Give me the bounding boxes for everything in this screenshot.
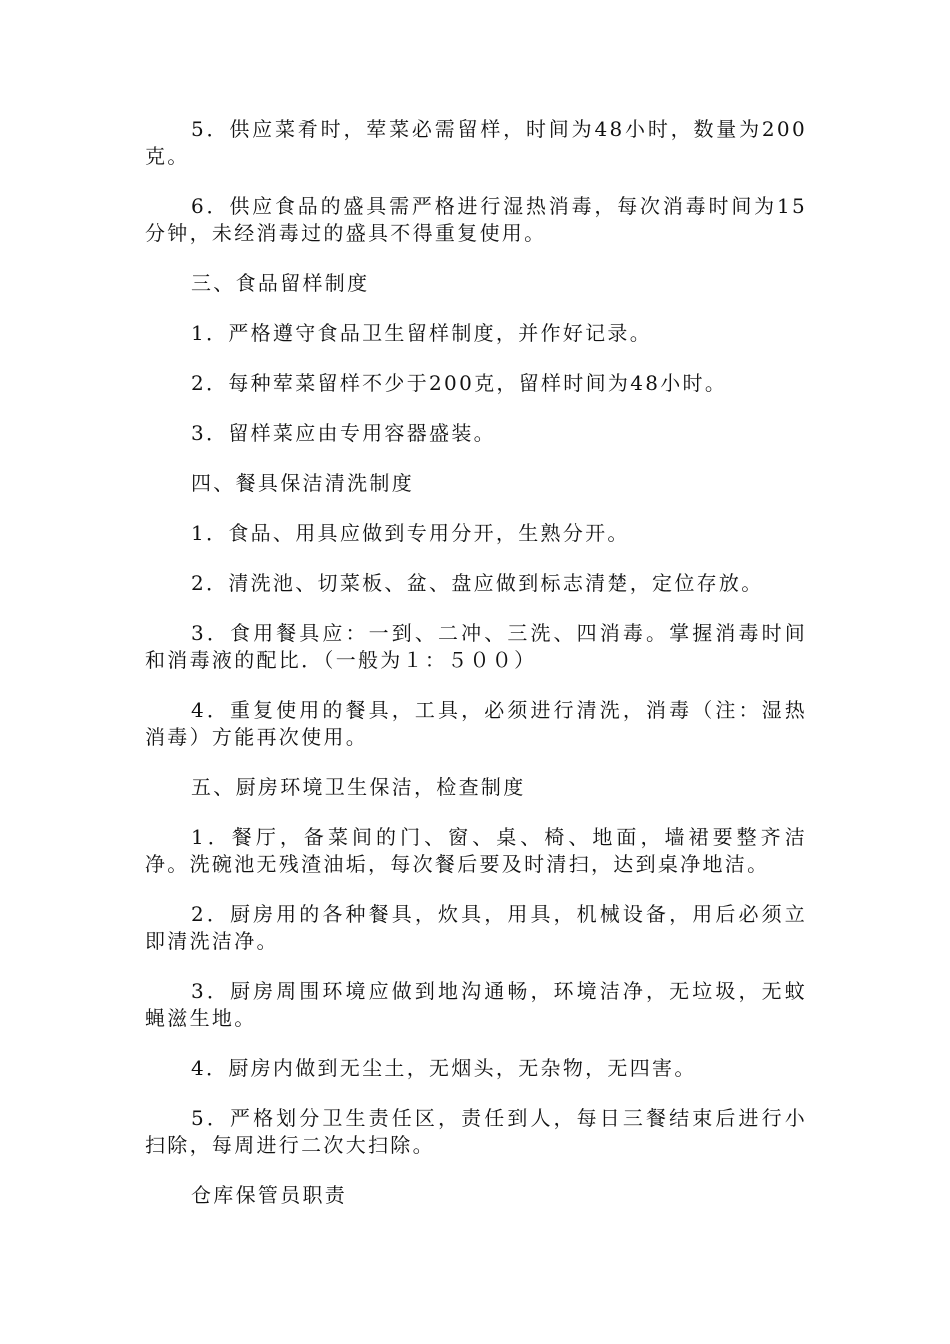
- section-heading-warehouse-keeper: 仓库保管员职责: [191, 1183, 348, 1207]
- paragraph-sample-1: 1．严格遵守食品卫生留样制度，并作好记录。: [191, 321, 653, 345]
- section-heading-kitchen-hygiene: 五、厨房环境卫生保洁，检查制度: [191, 775, 526, 799]
- paragraph-sample-3: 3．留样菜应由专用容器盛装。: [191, 421, 496, 445]
- paragraph-kitchen-2: 2．厨房用的各种餐具，炊具，用具，机械设备，用后必须立即清洗洁净。: [145, 902, 807, 953]
- paragraph-rule-6-disinfect: 6．供应食品的盛具需严格进行湿热消毒，每次消毒时间为15分钟，未经消毒过的盛具不得重复使用。: [145, 194, 807, 245]
- paragraph-kitchen-1: 1．餐厅，备菜间的门、窗、桌、椅、地面，墙裙要整齐洁净。洗碗池无残渣油垢，每次餐后要及时清扫，达到桌净地洁。: [145, 825, 807, 876]
- section-heading-tableware: 四、餐具保洁清洗制度: [191, 471, 414, 495]
- paragraph-rule-5-sample: 5．供应菜肴时，荤菜必需留样，时间为48小时，数量为200克。: [145, 117, 807, 168]
- paragraph-sample-2: 2．每种荤菜留样不少于200克，留样时间为48小时。: [191, 371, 728, 395]
- paragraph-tableware-3: 3．食用餐具应：一到、二冲、三洗、四消毒。掌握消毒时间和消毒液的配比．（一般为１：５００）: [145, 621, 807, 672]
- paragraph-kitchen-5: 5．严格划分卫生责任区，责任到人，每日三餐结束后进行小扫除，每周进行二次大扫除。: [145, 1106, 807, 1157]
- paragraph-tableware-2: 2．清洗池、切菜板、盆、盘应做到标志清楚，定位存放。: [191, 571, 764, 595]
- document-body: [145, 116, 807, 1232]
- paragraph-tableware-1: 1．食品、用具应做到专用分开，生熟分开。: [191, 521, 630, 545]
- paragraph-kitchen-3: 3．厨房周围环境应做到地沟通畅，环境洁净，无垃圾，无蚊蝇滋生地。: [145, 979, 807, 1030]
- paragraph-kitchen-4: 4．厨房内做到无尘土，无烟头，无杂物，无四害。: [191, 1056, 697, 1080]
- paragraph-tableware-4: 4．重复使用的餐具，工具，必须进行清洗，消毒（注：湿热消毒）方能再次使用。: [145, 698, 807, 749]
- section-heading-sample-system: 三、食品留样制度: [191, 271, 370, 295]
